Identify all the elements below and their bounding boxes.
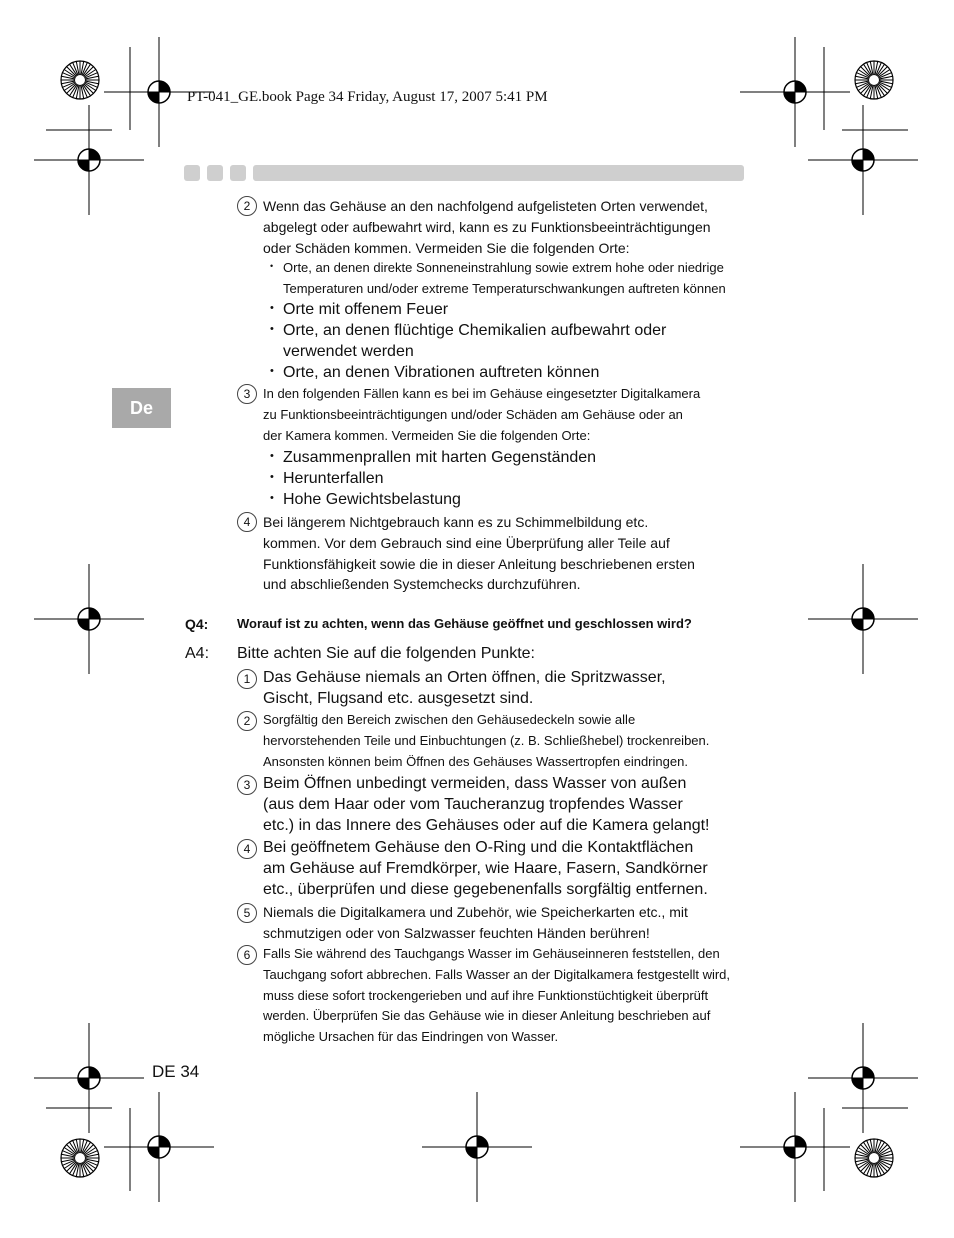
bullet-text: Herunterfallen <box>283 470 384 487</box>
question-label: Q4: <box>185 616 209 632</box>
item-text: Wenn das Gehäuse an den nachfolgend aufgelisteten Orten verwendet, abgelegt oder aufbewahrt wird, kann es zu Funktionsbeeinträchtigungen oder Schäden kommen. Vermeiden Sie die folgenden Orte: <box>263 198 711 256</box>
answer-number: 6 <box>237 945 257 965</box>
item-number: 2 <box>237 196 257 216</box>
bullet-text: Orte, an denen Vibrationen auftreten können <box>283 364 600 381</box>
bullet-text: Zusammenprallen mit harten Gegenständen <box>283 449 597 466</box>
item-text: Bei längerem Nichtgebrauch kann es zu Schimmelbildung etc. kommen. Vor dem Gebrauch sind eine Überprüfung aller Teile auf Funktionsfähigkeit sowie die in dieser Anleitung beschriebenen ersten und abschließenden Systemchecks durchzuführen. <box>263 514 695 593</box>
language-tab: De <box>112 388 171 428</box>
bullet-icon: • <box>270 261 274 271</box>
answer-text: Das Gehäuse niemals an Orten öffnen, die Spritzwasser, Gischt, Flugsand etc. ausgesetzt sind. <box>263 669 666 707</box>
bullet-icon: • <box>270 492 274 504</box>
bullet-text: Orte, an denen direkte Sonneneinstrahlung sowie extrem hohe oder niedrige Temperaturen und/oder extreme Temperaturschwankungen auftreten können <box>283 260 726 296</box>
bullet-icon: • <box>270 323 274 335</box>
item-number: 3 <box>237 384 257 404</box>
answer-number: 1 <box>237 669 257 689</box>
bullet-icon: • <box>270 471 274 483</box>
question-text: Worauf ist zu achten, wenn das Gehäuse geöffnet und geschlossen wird? <box>237 616 692 631</box>
item-text: In den folgenden Fällen kann es bei im Gehäuse eingesetzter Digitalkamera zu Funktionsbeeinträchtigungen und/oder Schäden am Gehäuse oder an der Kamera kommen. Vermeiden Sie die folgenden Orte: <box>263 386 701 443</box>
answer-label: A4: <box>185 645 210 662</box>
bullet-text: Hohe Gewichtsbelastung <box>283 491 461 508</box>
bullet-text: Orte, an denen flüchtige Chemikalien aufbewahrt oder verwendet werden <box>283 322 667 360</box>
bullet-text: Orte mit offenem Feuer <box>283 301 449 318</box>
bullet-icon: • <box>270 450 274 462</box>
answer-text: Falls Sie während des Tauchgangs Wasser im Gehäuseinneren feststellen, den Tauchgang sofort abbrechen. Falls Wasser an der Digitalkamera festgestellt wird, muss diese sofort trockengerieben und auf ihre Funktionstüchtigkeit überprüft werden. Überprüfen Sie das Gehäuse wie in dieser Anleitung beschrieben auf mögliche Ursachen für das Eindringen von Wasser. <box>263 946 731 1045</box>
answer-number: 4 <box>237 839 257 859</box>
file-info-header: PT-041_GE.book Page 34 Friday, August 17, 2007 5:41 PM <box>187 89 548 105</box>
page-number: DE 34 <box>152 1062 200 1081</box>
answer-text: Beim Öffnen unbedingt vermeiden, dass Wasser von außen (aus dem Haar oder vom Taucheranzug tropfendes Wasser etc.) in das Innere des Gehäuses oder auf die Kamera gelangt! <box>263 775 710 834</box>
answer-number: 3 <box>237 775 257 795</box>
answer-text: Niemals die Digitalkamera und Zubehör, wie Speicherkarten etc., mit schmutzigen oder von Salzwasser feuchten Händen berühren! <box>263 904 688 941</box>
answer-number: 5 <box>237 903 257 923</box>
answer-intro: Bitte achten Sie auf die folgenden Punkte: <box>237 645 535 662</box>
bullet-icon: • <box>270 302 274 314</box>
answer-text: Sorgfältig den Bereich zwischen den Gehäusedeckeln sowie alle hervorstehenden Teile und Einbuchtungen (z. B. Schließhebel) trockenreiben. Ansonsten können beim Öffnen des Gehäuses Wassertropfen eindringen. <box>263 712 710 769</box>
answer-number: 2 <box>237 711 257 731</box>
item-number: 4 <box>237 512 257 532</box>
answer-text: Bei geöffnetem Gehäuse den O-Ring und die Kontaktflächen am Gehäuse auf Fremdkörper, wie Haare, Fasern, Sandkörner etc., überprüfen und diese gegebenenfalls sorgfältig entfernen. <box>263 839 708 898</box>
bullet-icon: • <box>270 365 274 377</box>
